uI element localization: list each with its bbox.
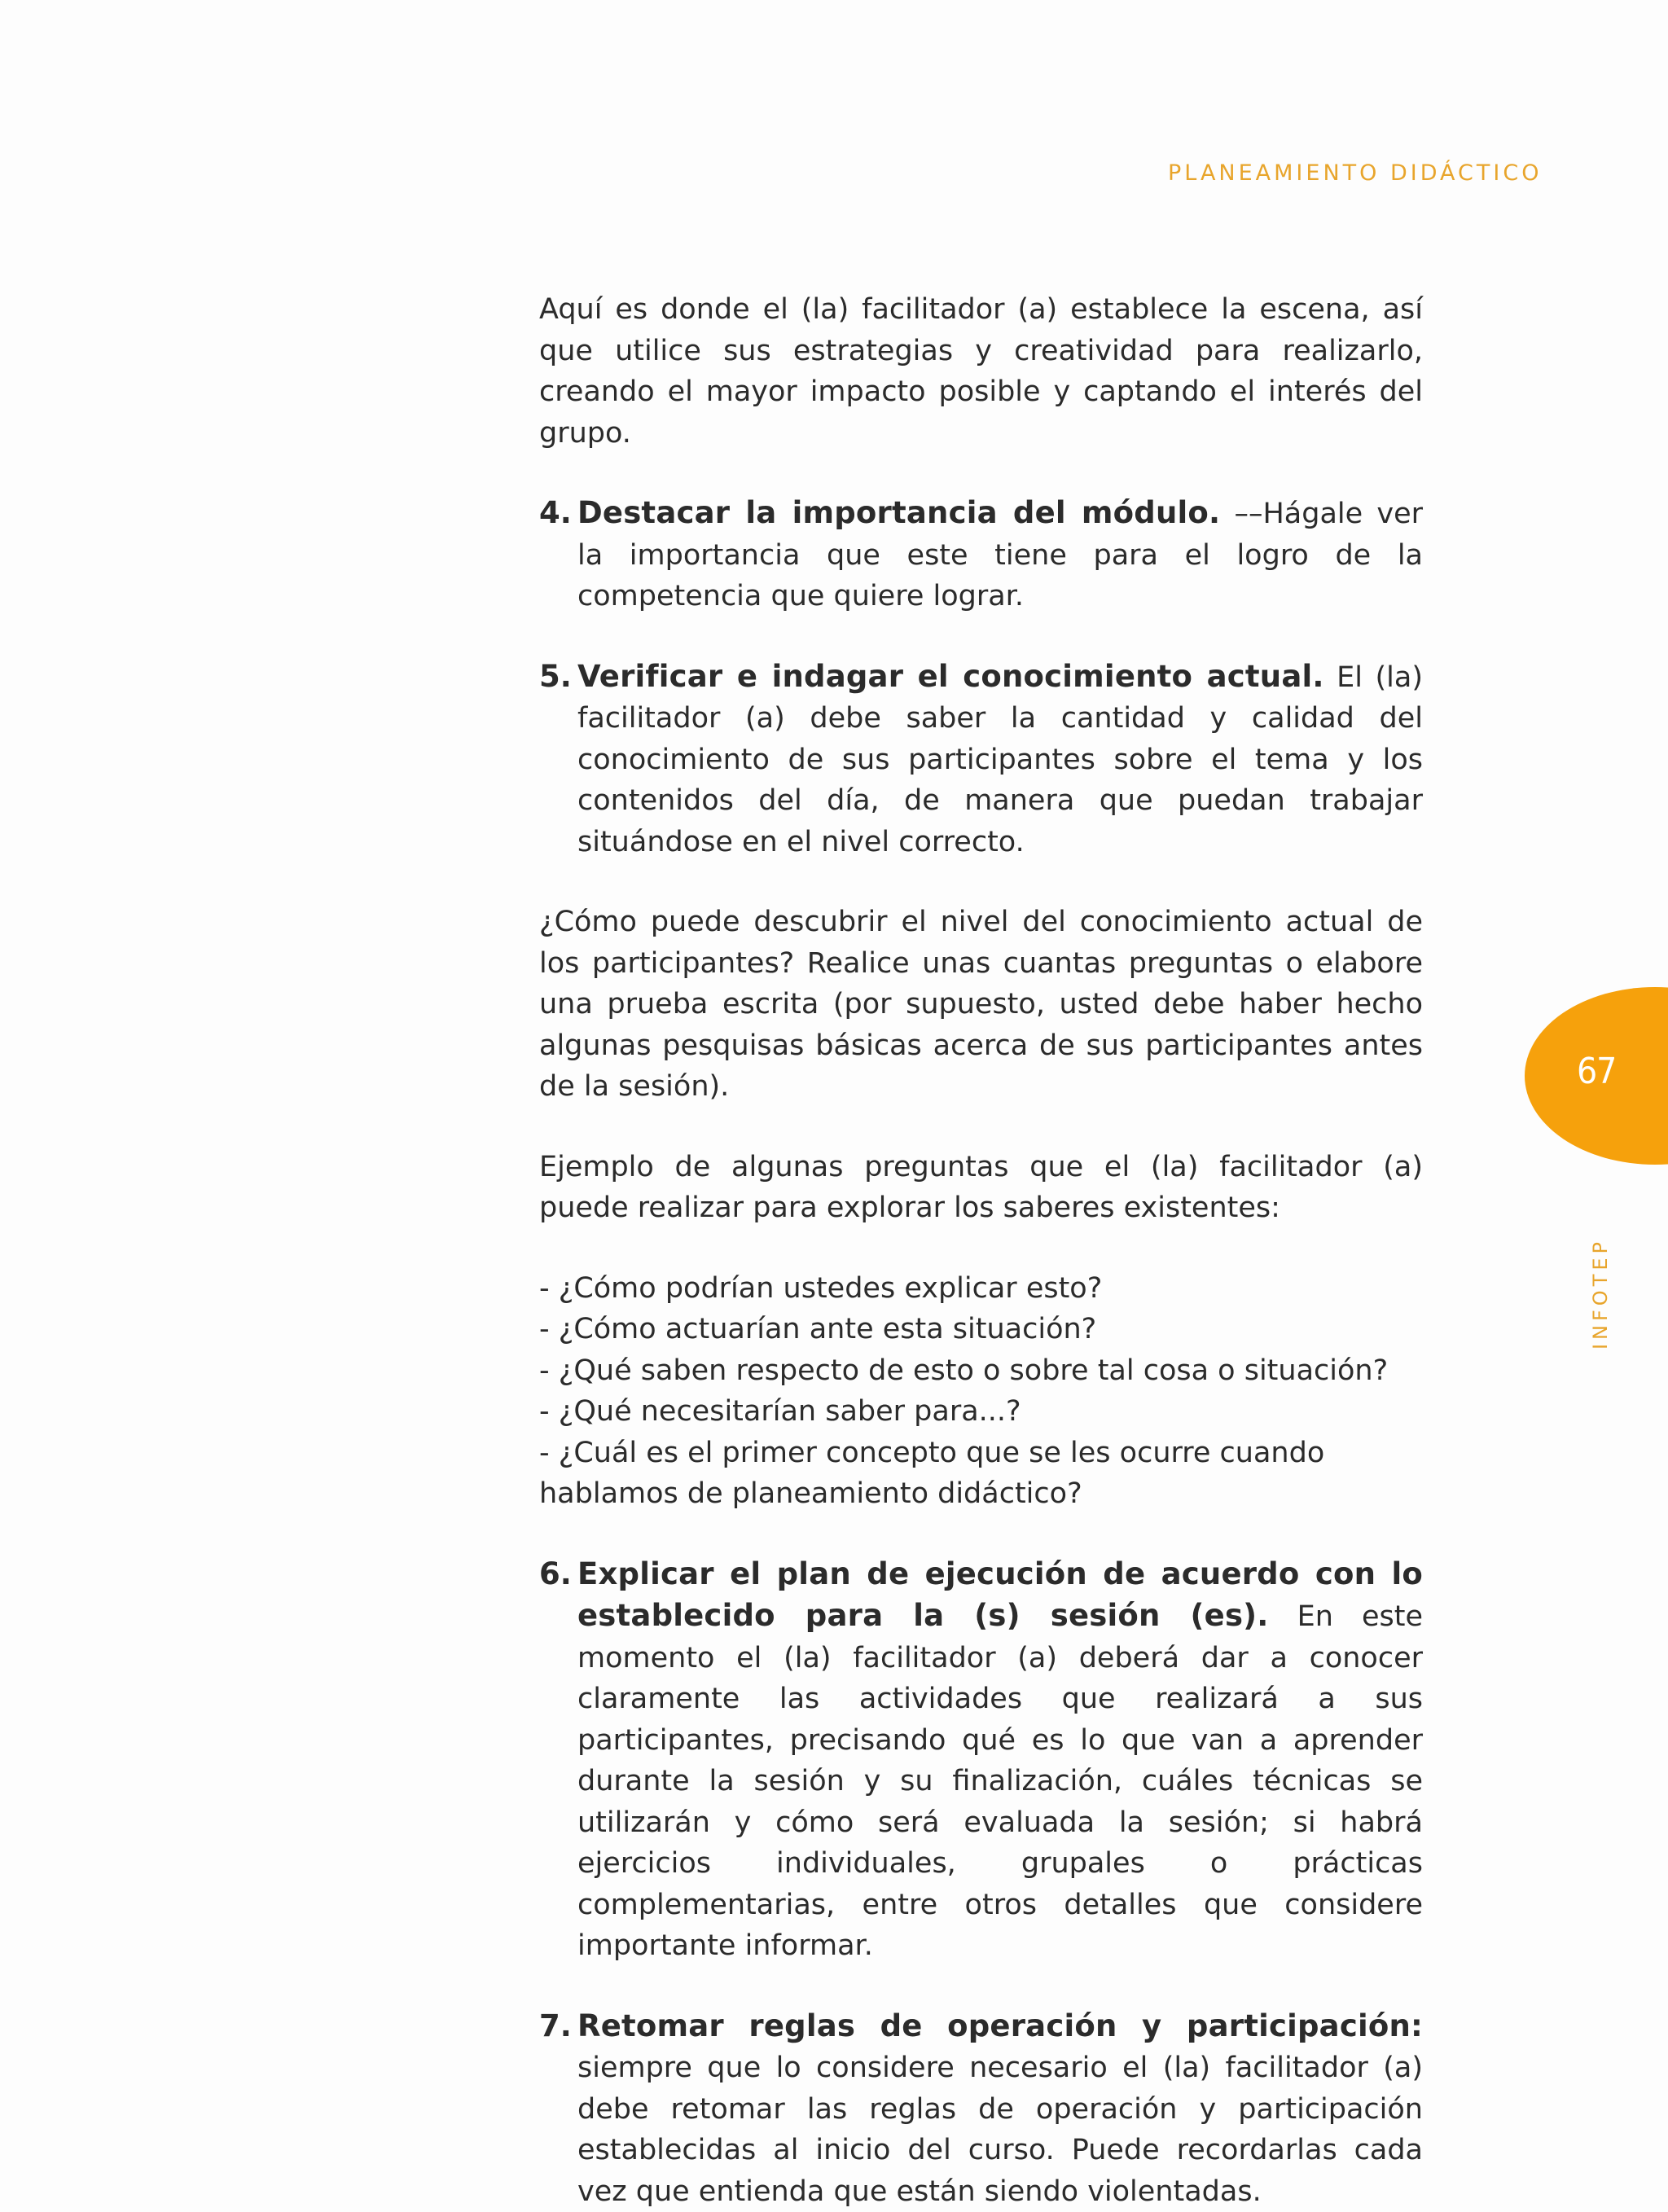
item-number: 4.: [539, 493, 577, 534]
example-paragraph: Ejemplo de algunas preguntas que el (la) facilitador (a) puede realizar para explorar los saberes existentes:: [539, 1147, 1423, 1229]
item-heading: Destacar la importancia del módulo.: [577, 495, 1220, 530]
list-item-7: [539, 2006, 1423, 2212]
list-item-4: [539, 493, 1423, 617]
item-heading: Verificar e indagar el conocimiento actual.: [577, 659, 1324, 694]
page-number: 67: [1577, 1051, 1616, 1092]
list-item: - ¿Cómo podrían ustedes explicar esto?: [539, 1268, 1423, 1310]
item-number: 7.: [539, 2006, 577, 2047]
list-item: - ¿Cómo actuarían ante esta situación?: [539, 1309, 1423, 1350]
list-item-5: [539, 656, 1423, 863]
item-heading: Retomar reglas de operación y participación:: [577, 2008, 1423, 2043]
item-text: En este momento el (la) facilitador (a) deberá dar a conocer claramente las actividades que realizará a sus participantes, precisando qué es lo que van a aprender durante la sesión y su finalización, cuáles técnicas se utilizarán y cómo será evaluada la sesión; si habrá ejercicios individuales, grupales o prácticas complementarias, entre otros detalles que considere importante informar.: [577, 1600, 1423, 1962]
item-content: [577, 493, 1423, 617]
item-text: ––Hágale ver la importancia que este tiene para el logro de la competencia que quiere lograr.: [577, 498, 1423, 612]
list-item: - ¿Cuál es el primer concepto que se les ocurre cuando hablamos de planeamiento didáctico?: [539, 1433, 1423, 1515]
item-content: [577, 2006, 1423, 2212]
list-item-6: [539, 1554, 1423, 1967]
question-list: [539, 1268, 1423, 1515]
running-head: PLANEAMIENTO DIDÁCTICO: [1168, 160, 1494, 186]
list-item: - ¿Qué necesitarían saber para...?: [539, 1391, 1423, 1433]
item-text: siempre que lo considere necesario el (la) facilitador (a) debe retomar las reglas de operación y participación establecidas al inicio del curso. Puede recordarlas cada vez que entienda que están siendo violentadas.: [577, 2052, 1423, 2208]
list-item: - ¿Qué saben respecto de esto o sobre tal cosa o situación?: [539, 1350, 1423, 1392]
intro-paragraph: Aquí es donde el (la) facilitador (a) establece la escena, así que utilice sus estrategias y creatividad para realizarlo, creando el mayor impacto posible y captando el interés del grupo.: [539, 289, 1423, 454]
item-number: 6.: [539, 1554, 577, 1595]
item-heading: Explicar el plan de ejecución de acuerdo con lo establecido para la (s) sesión (es).: [577, 1556, 1423, 1634]
item-number: 5.: [539, 656, 577, 698]
side-label: INFOTEP: [1589, 1238, 1612, 1350]
item-content: [577, 656, 1423, 863]
item-content: [577, 1554, 1423, 1967]
how-paragraph: ¿Cómo puede descubrir el nivel del conocimiento actual de los participantes? Realice unas cuantas preguntas o elabore una prueba escrita (por supuesto, usted debe haber hecho algunas pesquisas básicas acerca de sus participantes antes de la sesión).: [539, 902, 1423, 1108]
item-text: El (la) facilitador (a) debe saber la cantidad y calidad del conocimiento de sus participantes sobre el tema y los contenidos del día, de manera que puedan trabajar situándose en el nivel correcto.: [577, 661, 1423, 858]
page-body: [539, 289, 1423, 2212]
